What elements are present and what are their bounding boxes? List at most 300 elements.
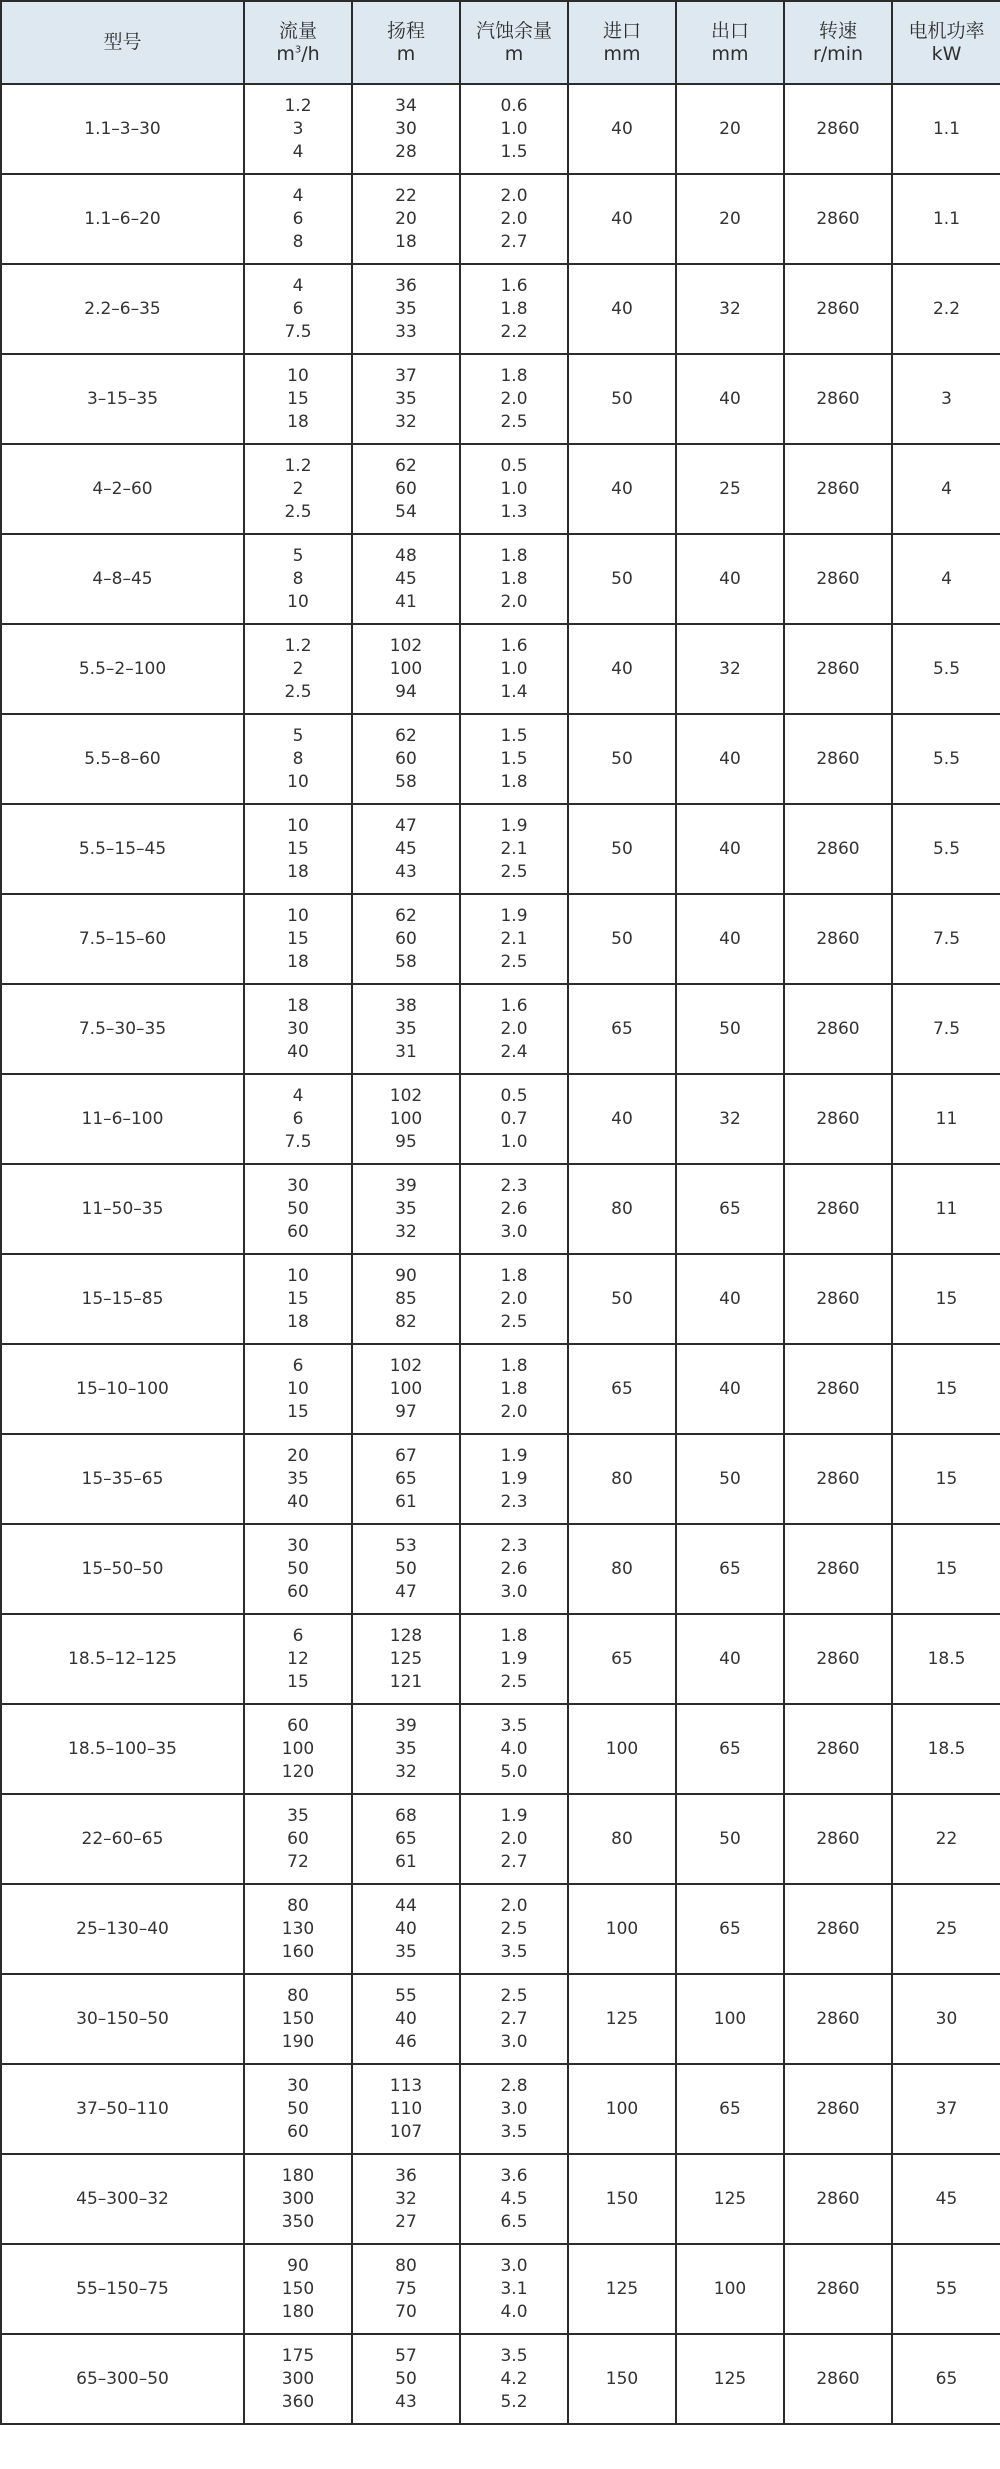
cell-head-value: 62 — [395, 455, 417, 476]
cell-speed: 2860 — [784, 714, 892, 804]
cell-model: 15–50–50 — [1, 1524, 244, 1614]
cell-flow-value: 8 — [292, 231, 304, 252]
cell-flow-value: 6 — [292, 298, 304, 319]
table-row — [1, 174, 1000, 264]
cell-npsh — [460, 1164, 568, 1254]
cell-npsh-value: 2.0 — [500, 1401, 528, 1422]
cell-power: 4 — [892, 534, 1000, 624]
cell-head-value: 31 — [395, 1041, 417, 1062]
cell-flow-value: 30 — [287, 1018, 309, 1039]
cell-npsh — [460, 1344, 568, 1434]
cell-flow-value: 120 — [281, 1761, 315, 1782]
table-row — [1, 1794, 1000, 1884]
cell-flow-value: 60 — [287, 1828, 309, 1849]
header-npsh-unit: m — [504, 42, 524, 65]
cell-flow-value: 12 — [287, 1648, 309, 1669]
cell-head-value: 35 — [395, 1941, 417, 1962]
cell-flow-value: 10 — [287, 1265, 309, 1286]
cell-head-value: 20 — [395, 208, 417, 229]
cell-flow — [244, 2244, 352, 2334]
cell-npsh-value: 0.5 — [500, 455, 528, 476]
cell-flow-value: 18 — [287, 1311, 309, 1332]
cell-npsh-value: 2.0 — [500, 1828, 528, 1849]
cell-speed: 2860 — [784, 804, 892, 894]
cell-head — [352, 1974, 460, 2064]
cell-head — [352, 84, 460, 174]
cell-flow-value: 30 — [287, 2075, 309, 2096]
cell-speed: 2860 — [784, 2154, 892, 2244]
cell-head — [352, 2154, 460, 2244]
cell-outlet: 50 — [676, 1434, 784, 1524]
cell-power: 11 — [892, 1164, 1000, 1254]
cell-flow-value: 35 — [287, 1468, 309, 1489]
cell-head-value: 85 — [395, 1288, 417, 1309]
cell-flow-value: 18 — [287, 951, 309, 972]
cell-head-value: 32 — [395, 411, 417, 432]
cell-flow-value: 4 — [292, 275, 304, 296]
cell-npsh-value: 1.6 — [500, 275, 528, 296]
cell-flow-value: 4 — [292, 141, 304, 162]
cell-npsh-value: 2.3 — [500, 1535, 528, 1556]
cell-power: 15 — [892, 1344, 1000, 1434]
cell-npsh — [460, 1974, 568, 2064]
cell-outlet: 65 — [676, 1524, 784, 1614]
cell-head-value: 57 — [395, 2345, 417, 2366]
cell-head-value: 22 — [395, 185, 417, 206]
cell-speed: 2860 — [784, 1614, 892, 1704]
cell-npsh-value: 2.0 — [500, 1288, 528, 1309]
cell-npsh-value: 3.0 — [500, 2098, 528, 2119]
cell-power: 5.5 — [892, 624, 1000, 714]
cell-head-value: 47 — [395, 815, 417, 836]
cell-speed: 2860 — [784, 894, 892, 984]
cell-npsh-value: 2.5 — [500, 411, 528, 432]
cell-speed: 2860 — [784, 264, 892, 354]
cell-head-value: 125 — [389, 1648, 423, 1669]
cell-flow-value: 180 — [281, 2301, 315, 2322]
cell-speed: 2860 — [784, 1884, 892, 1974]
cell-head-value: 43 — [395, 861, 417, 882]
cell-head-value: 95 — [395, 1131, 417, 1152]
cell-npsh-value: 2.1 — [500, 928, 528, 949]
cell-npsh-value: 1.5 — [500, 725, 528, 746]
table-row — [1, 534, 1000, 624]
cell-npsh-value: 2.7 — [500, 1851, 528, 1872]
cell-head-value: 48 — [395, 545, 417, 566]
cell-head — [352, 1614, 460, 1704]
cell-npsh-value: 2.8 — [500, 2075, 528, 2096]
table-row — [1, 1614, 1000, 1704]
cell-npsh-value: 2.0 — [500, 185, 528, 206]
cell-flow-value: 1.2 — [284, 455, 312, 476]
cell-speed: 2860 — [784, 2334, 892, 2424]
cell-head-value: 60 — [395, 748, 417, 769]
cell-head-value: 39 — [395, 1715, 417, 1736]
cell-npsh-value: 3.5 — [500, 1715, 528, 1736]
cell-npsh-value: 3.0 — [500, 2255, 528, 2276]
cell-npsh-value: 1.8 — [500, 1355, 528, 1376]
cell-power: 18.5 — [892, 1614, 1000, 1704]
header-speed — [784, 1, 892, 84]
cell-outlet: 40 — [676, 534, 784, 624]
cell-flow — [244, 84, 352, 174]
header-power-label: 电机功率 — [908, 19, 985, 42]
cell-flow-value: 20 — [287, 1445, 309, 1466]
cell-npsh-value: 2.0 — [500, 1895, 528, 1916]
cell-outlet: 65 — [676, 1884, 784, 1974]
cell-head-value: 18 — [395, 231, 417, 252]
cell-model: 5.5–15–45 — [1, 804, 244, 894]
cell-npsh — [460, 174, 568, 264]
cell-flow-value: 15 — [287, 928, 309, 949]
cell-speed: 2860 — [784, 1344, 892, 1434]
cell-head — [352, 1794, 460, 1884]
cell-head-value: 107 — [389, 2121, 423, 2142]
cell-head-value: 65 — [395, 1468, 417, 1489]
cell-head-value: 50 — [395, 2368, 417, 2389]
cell-outlet: 100 — [676, 2244, 784, 2334]
header-inlet-label: 进口 — [602, 19, 641, 42]
cell-npsh — [460, 984, 568, 1074]
table-row — [1, 444, 1000, 534]
cell-flow — [244, 984, 352, 1074]
cell-model: 2.2–6–35 — [1, 264, 244, 354]
table-header — [1, 1, 1000, 84]
cell-power: 1.1 — [892, 84, 1000, 174]
cell-inlet: 125 — [568, 2244, 676, 2334]
cell-npsh-value: 2.5 — [500, 861, 528, 882]
table-row — [1, 2334, 1000, 2424]
cell-flow-value: 6 — [292, 1108, 304, 1129]
cell-npsh-value: 1.5 — [500, 141, 528, 162]
cell-flow-value: 300 — [281, 2368, 315, 2389]
cell-flow-value: 8 — [292, 748, 304, 769]
header-model — [1, 1, 244, 84]
cell-npsh — [460, 804, 568, 894]
cell-npsh-value: 1.8 — [500, 1378, 528, 1399]
cell-head — [352, 714, 460, 804]
cell-flow — [244, 264, 352, 354]
cell-power: 65 — [892, 2334, 1000, 2424]
cell-npsh-value: 6.5 — [500, 2211, 528, 2232]
cell-npsh-value: 1.8 — [500, 545, 528, 566]
cell-npsh-value: 4.0 — [500, 1738, 528, 1759]
table-row — [1, 1524, 1000, 1614]
cell-inlet: 100 — [568, 2064, 676, 2154]
cell-power: 7.5 — [892, 894, 1000, 984]
cell-npsh-value: 1.5 — [500, 748, 528, 769]
cell-head-value: 75 — [395, 2278, 417, 2299]
cell-outlet: 25 — [676, 444, 784, 534]
cell-inlet: 50 — [568, 1254, 676, 1344]
cell-head — [352, 444, 460, 534]
cell-head — [352, 2064, 460, 2154]
cell-model: 7.5–15–60 — [1, 894, 244, 984]
header-flow-unit: $m^3/h$ — [276, 42, 320, 65]
cell-head-value: 46 — [395, 2031, 417, 2052]
cell-npsh — [460, 2334, 568, 2424]
cell-flow-value: 2.5 — [284, 681, 312, 702]
header-power-unit: kW — [931, 42, 962, 65]
cell-flow-value: 40 — [287, 1491, 309, 1512]
cell-outlet: 32 — [676, 1074, 784, 1164]
cell-power: 1.1 — [892, 174, 1000, 264]
cell-inlet: 100 — [568, 1704, 676, 1794]
cell-head-value: 102 — [389, 1085, 423, 1106]
cell-npsh-value: 2.5 — [500, 1671, 528, 1692]
cell-flow-value: 100 — [281, 1738, 315, 1759]
table-row — [1, 804, 1000, 894]
cell-flow-value: 360 — [281, 2391, 315, 2412]
cell-npsh — [460, 354, 568, 444]
cell-flow-value: 72 — [287, 1851, 309, 1872]
cell-power: 2.2 — [892, 264, 1000, 354]
cell-flow-value: 80 — [287, 1895, 309, 1916]
cell-flow — [244, 534, 352, 624]
cell-outlet: 32 — [676, 624, 784, 714]
cell-head-value: 53 — [395, 1535, 417, 1556]
cell-flow-value: 4 — [292, 1085, 304, 1106]
cell-speed: 2860 — [784, 1434, 892, 1524]
header-speed-label: 转速 — [818, 19, 857, 42]
cell-power: 22 — [892, 1794, 1000, 1884]
cell-flow-value: 175 — [281, 2345, 315, 2366]
header-head-label: 扬程 — [386, 19, 425, 42]
cell-npsh-value: 1.0 — [500, 478, 528, 499]
cell-head-value: 100 — [389, 1378, 423, 1399]
cell-npsh-value: 2.0 — [500, 591, 528, 612]
cell-outlet: 65 — [676, 1704, 784, 1794]
cell-inlet: 150 — [568, 2154, 676, 2244]
cell-inlet: 150 — [568, 2334, 676, 2424]
header-inlet-unit: mm — [603, 42, 641, 65]
cell-outlet: 40 — [676, 1614, 784, 1704]
cell-flow — [244, 1974, 352, 2064]
cell-head-value: 30 — [395, 118, 417, 139]
cell-head-value: 60 — [395, 478, 417, 499]
cell-head-value: 35 — [395, 1198, 417, 1219]
cell-flow-value: 30 — [287, 1535, 309, 1556]
cell-outlet: 32 — [676, 264, 784, 354]
cell-npsh-value: 3.1 — [500, 2278, 528, 2299]
cell-flow — [244, 1524, 352, 1614]
cell-npsh — [460, 1254, 568, 1344]
header-speed-unit: r/min — [812, 42, 864, 65]
table-row — [1, 1344, 1000, 1434]
cell-head-value: 113 — [389, 2075, 423, 2096]
cell-head-value: 41 — [395, 591, 417, 612]
cell-head-value: 36 — [395, 2165, 417, 2186]
cell-flow — [244, 1434, 352, 1524]
cell-model: 65–300–50 — [1, 2334, 244, 2424]
cell-npsh-value: 1.9 — [500, 905, 528, 926]
cell-flow — [244, 894, 352, 984]
cell-npsh-value: 1.0 — [500, 658, 528, 679]
cell-flow-value: 150 — [281, 2278, 315, 2299]
cell-npsh-value: 2.2 — [500, 321, 528, 342]
cell-power: 55 — [892, 2244, 1000, 2334]
cell-npsh-value: 2.5 — [500, 951, 528, 972]
cell-inlet: 80 — [568, 1164, 676, 1254]
cell-head-value: 37 — [395, 365, 417, 386]
cell-npsh-value: 0.7 — [500, 1108, 528, 1129]
cell-model: 22–60–65 — [1, 1794, 244, 1884]
cell-speed: 2860 — [784, 2244, 892, 2334]
cell-flow-value: 5 — [292, 725, 304, 746]
cell-flow-value: 10 — [287, 1378, 309, 1399]
cell-head-value: 32 — [395, 2188, 417, 2209]
cell-flow-value: 6 — [292, 1355, 304, 1376]
header-power — [892, 1, 1000, 84]
table-row — [1, 1254, 1000, 1344]
header-npsh-label: 汽蚀余量 — [475, 19, 552, 42]
cell-head — [352, 804, 460, 894]
cell-npsh — [460, 894, 568, 984]
cell-inlet: 100 — [568, 1884, 676, 1974]
cell-speed: 2860 — [784, 1794, 892, 1884]
table-row — [1, 894, 1000, 984]
cell-head-value: 54 — [395, 501, 417, 522]
cell-npsh-value: 1.8 — [500, 771, 528, 792]
cell-flow — [244, 1254, 352, 1344]
cell-flow — [244, 1614, 352, 1704]
cell-npsh-value: 1.9 — [500, 815, 528, 836]
cell-flow — [244, 444, 352, 534]
cell-model: 4–8–45 — [1, 534, 244, 624]
cell-head-value: 45 — [395, 838, 417, 859]
cell-inlet: 50 — [568, 894, 676, 984]
cell-flow-value: 350 — [281, 2211, 315, 2232]
table-row — [1, 2064, 1000, 2154]
cell-outlet: 40 — [676, 1344, 784, 1434]
cell-head-value: 70 — [395, 2301, 417, 2322]
cell-npsh-value: 1.3 — [500, 501, 528, 522]
cell-flow-value: 80 — [287, 1985, 309, 2006]
cell-flow-value: 50 — [287, 2098, 309, 2119]
cell-npsh — [460, 1524, 568, 1614]
cell-head-value: 45 — [395, 568, 417, 589]
cell-head-value: 110 — [389, 2098, 423, 2119]
cell-npsh — [460, 2154, 568, 2244]
cell-npsh — [460, 444, 568, 534]
cell-flow-value: 15 — [287, 1288, 309, 1309]
cell-head-value: 65 — [395, 1828, 417, 1849]
cell-head-value: 62 — [395, 905, 417, 926]
cell-head — [352, 1344, 460, 1434]
cell-flow-value: 2 — [292, 658, 304, 679]
cell-head-value: 58 — [395, 951, 417, 972]
cell-npsh-value: 3.0 — [500, 1581, 528, 1602]
cell-head-value: 100 — [389, 1108, 423, 1129]
cell-outlet: 40 — [676, 804, 784, 894]
cell-head — [352, 354, 460, 444]
cell-npsh — [460, 2064, 568, 2154]
cell-outlet: 20 — [676, 84, 784, 174]
cell-head — [352, 1704, 460, 1794]
cell-npsh-value: 1.9 — [500, 1445, 528, 1466]
cell-power: 30 — [892, 1974, 1000, 2064]
cell-npsh-value: 1.6 — [500, 995, 528, 1016]
cell-head — [352, 1164, 460, 1254]
cell-flow-value: 10 — [287, 771, 309, 792]
cell-flow-value: 4 — [292, 185, 304, 206]
cell-flow — [244, 1884, 352, 1974]
cell-flow-value: 10 — [287, 905, 309, 926]
cell-npsh — [460, 534, 568, 624]
cell-model: 15–35–65 — [1, 1434, 244, 1524]
cell-power: 7.5 — [892, 984, 1000, 1074]
cell-model: 11–50–35 — [1, 1164, 244, 1254]
cell-flow-value: 180 — [281, 2165, 315, 2186]
cell-flow-value: 60 — [287, 1581, 309, 1602]
cell-flow-value: 7.5 — [284, 1131, 312, 1152]
cell-flow-value: 60 — [287, 1715, 309, 1736]
cell-npsh — [460, 714, 568, 804]
cell-npsh-value: 5.0 — [500, 1761, 528, 1782]
cell-head-value: 35 — [395, 388, 417, 409]
cell-head-value: 68 — [395, 1805, 417, 1826]
cell-speed: 2860 — [784, 984, 892, 1074]
cell-npsh-value: 1.9 — [500, 1648, 528, 1669]
cell-flow — [244, 714, 352, 804]
cell-outlet: 40 — [676, 894, 784, 984]
cell-head — [352, 1254, 460, 1344]
cell-model: 15–15–85 — [1, 1254, 244, 1344]
cell-npsh-value: 0.6 — [500, 95, 528, 116]
cell-head-value: 36 — [395, 275, 417, 296]
cell-speed: 2860 — [784, 1524, 892, 1614]
cell-head-value: 33 — [395, 321, 417, 342]
cell-npsh — [460, 1884, 568, 1974]
cell-npsh-value: 3.5 — [500, 1941, 528, 1962]
cell-outlet: 40 — [676, 714, 784, 804]
cell-outlet: 50 — [676, 984, 784, 1074]
cell-npsh-value: 1.0 — [500, 118, 528, 139]
cell-speed: 2860 — [784, 534, 892, 624]
cell-head-value: 39 — [395, 1175, 417, 1196]
cell-power: 15 — [892, 1254, 1000, 1344]
cell-head-value: 62 — [395, 725, 417, 746]
cell-inlet: 40 — [568, 444, 676, 534]
cell-flow-value: 7.5 — [284, 321, 312, 342]
cell-head-value: 43 — [395, 2391, 417, 2412]
cell-head — [352, 534, 460, 624]
cell-flow-value: 190 — [281, 2031, 315, 2052]
cell-flow-value: 15 — [287, 838, 309, 859]
cell-model: 5.5–2–100 — [1, 624, 244, 714]
cell-power: 15 — [892, 1524, 1000, 1614]
cell-npsh-value: 4.2 — [500, 2368, 528, 2389]
cell-model: 7.5–30–35 — [1, 984, 244, 1074]
cell-head-value: 38 — [395, 995, 417, 1016]
cell-head-value: 128 — [389, 1625, 423, 1646]
header-flow — [244, 1, 352, 84]
cell-npsh-value: 3.0 — [500, 1221, 528, 1242]
cell-head-value: 80 — [395, 2255, 417, 2276]
cell-speed: 2860 — [784, 1254, 892, 1344]
cell-npsh — [460, 1074, 568, 1164]
cell-inlet: 50 — [568, 714, 676, 804]
cell-inlet: 50 — [568, 354, 676, 444]
cell-flow — [244, 2334, 352, 2424]
cell-model: 18.5–100–35 — [1, 1704, 244, 1794]
cell-npsh — [460, 624, 568, 714]
cell-model: 15–10–100 — [1, 1344, 244, 1434]
cell-flow — [244, 1704, 352, 1794]
cell-flow-value: 3 — [292, 118, 304, 139]
cell-model: 1.1–3–30 — [1, 84, 244, 174]
cell-flow-value: 18 — [287, 411, 309, 432]
